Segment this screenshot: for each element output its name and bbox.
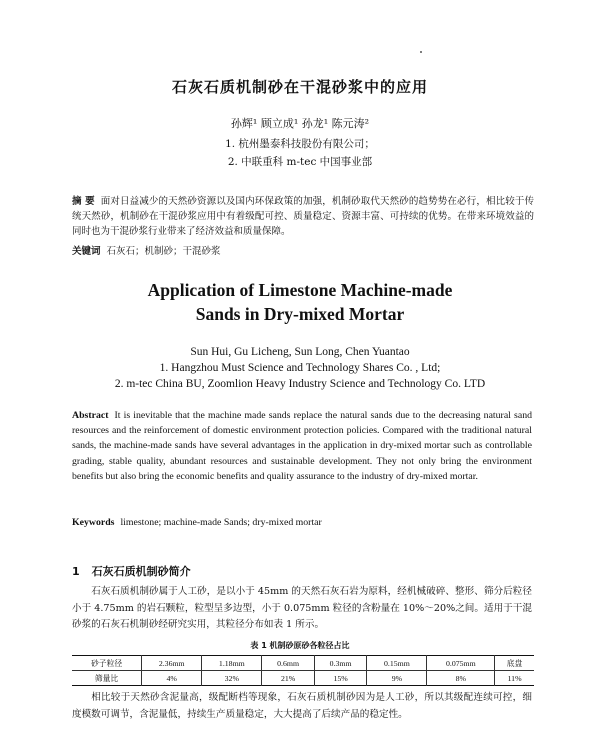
- table-header-row: [72, 656, 534, 671]
- title-en-line-2: Sands in Dry-mixed Mortar: [195, 304, 405, 324]
- keywords-en: [72, 517, 322, 528]
- abstract-cn-text: 面对日益减少的天然砂资源以及国内环保政策的加强，机制砂取代天然砂的趋势势在必行，相比较于传统天然砂，机制砂在干混砂浆应用中有着级配可控、质量稳定、资源丰富、可持续的优势。在带来环境效益的同时也为干混砂浆行业带来了经济效益和质量保障。: [72, 196, 534, 237]
- affiliation-en-2: 2. m-tec China BU, Zoomlion Heavy Industry Science and Technology Co. LTD: [114, 378, 486, 390]
- table-cell: 9%: [367, 671, 427, 686]
- abstract-en: [72, 408, 532, 484]
- affiliation-en-1: 1. Hangzhou Must Science and Technology Shares Co. , Ltd;: [159, 362, 441, 374]
- abstract-en-text: It is inevitable that the machine made sands replace the natural sands due to the decreasing natural sand resources and the reinforcement of domestic environment protection policies. Compared with the traditional natural sands, the machine-made sands have several advantages in the application in dry-mixed mortar such as controllable grading, stable quality, abundant resources and sustainable development. They not only bring the environment benefits but also bring the economic benefits and quality assurance to the industry of dry-mixed mortar.: [72, 410, 532, 482]
- abstract-en-label: Abstract: [72, 410, 109, 421]
- speck-mark: [420, 51, 422, 53]
- keywords-en-text: limestone; machine-made Sands; dry-mixed mortar: [120, 517, 322, 528]
- table-cell: 筛量比: [94, 673, 119, 683]
- title-en-line-1: Application of Limestone Machine-made: [147, 280, 453, 300]
- table-cell: 11%: [495, 671, 534, 686]
- authors-en: Sun Hui, Gu Licheng, Sun Long, Chen Yuantao: [190, 346, 410, 358]
- table-cell: 8%: [427, 671, 495, 686]
- table-cell: 2.36mm: [142, 656, 202, 671]
- title-cn: 石灰石质机制砂在干混砂浆中的应用: [171, 78, 428, 96]
- title-en: [0, 278, 600, 326]
- keywords-cn-label: 关键词: [72, 246, 101, 257]
- table-cell: 1.18mm: [202, 656, 262, 671]
- table-cell: 砂子粒径: [72, 656, 142, 671]
- table-cell: 0.6mm: [262, 656, 315, 671]
- authors-cn: 孙辉¹ 顾立成¹ 孙龙¹ 陈元涛²: [230, 117, 370, 130]
- table-cell: 21%: [262, 671, 315, 686]
- affiliation-cn-1: 1. 杭州墨泰科技股份有限公司；: [225, 138, 375, 150]
- table-row: [72, 671, 534, 686]
- section-title: 石灰石质机制砂简介: [91, 565, 191, 578]
- table-cell: 0.3mm: [314, 656, 367, 671]
- table-cell: 0.15mm: [367, 656, 427, 671]
- paragraph-1: 石灰石质机制砂属于人工砂，是以小于 45mm 的天然石灰石岩为原料，经机械破碎、整形、筛分后粒径小于 4.75mm 的岩石颗粒，粒型呈多边型，小于 0.075mm 粒径的含粉量在 10%～20%之间。适用于干混砂浆的石灰石机制砂经研究实用，其粒径分布如表 1 所示。: [72, 586, 532, 630]
- table-cell: 15%: [314, 671, 367, 686]
- section-heading: [72, 563, 191, 579]
- keywords-cn: [72, 243, 221, 257]
- table-cell: 32%: [202, 671, 262, 686]
- abstract-cn-label: 摘 要: [72, 196, 95, 207]
- keywords-en-label: Keywords: [72, 517, 115, 528]
- affiliation-cn-2: 2. 中联重科 m-tec 中国事业部: [227, 156, 373, 168]
- table-cell: 4%: [142, 671, 202, 686]
- section-number: 1: [72, 565, 80, 578]
- table-cell: 底盘: [495, 656, 534, 671]
- table-cell: 0.075mm: [427, 656, 495, 671]
- abstract-cn: [72, 194, 534, 239]
- particle-size-table: [72, 655, 534, 686]
- paragraph-2: 相比较于天然砂含泥量高，级配断档等现象，石灰石质机制砂因为是人工砂，所以其级配连续可控，细度模数可调节，含泥量低，持续生产质量稳定，大大提高了后续产品的稳定性。: [72, 692, 532, 720]
- table-caption: 表 1 机制砂原砂各粒径占比: [250, 641, 350, 650]
- keywords-cn-text: 石灰石；机制砂；干混砂浆: [106, 246, 221, 257]
